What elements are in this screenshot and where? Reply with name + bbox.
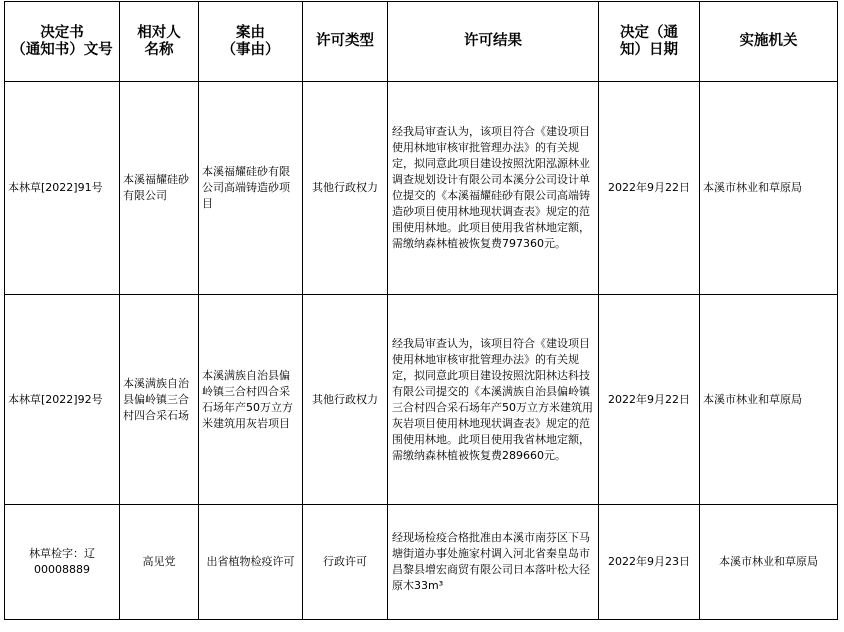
header-authority: 实施机关	[700, 2, 838, 82]
cause-cell: 出省植物检疫许可	[199, 505, 303, 620]
authority-cell: 本溪市林业和草原局	[700, 505, 838, 620]
date-cell: 2022年9月22日	[599, 82, 700, 295]
doc-no-cell: 本林草[2022]92号	[5, 295, 120, 505]
header-result: 许可结果	[388, 2, 599, 82]
type-cell: 行政许可	[303, 505, 388, 620]
table-row	[5, 82, 838, 295]
header-cause: 案由 （事由）	[199, 2, 303, 82]
result-cell: 经我局审查认为，该项目符合《建设项目使用林地审核审批管理办法》的有关规定，拟同意此项目建设按照沈阳林达科技有限公司提交的《本溪满族自治县偏岭镇三合村四合采石场年产50万立方米建筑用灰岩项目使用林地现状调查表》规定的范围使用林地。此项目使用我省林地定额，需缴纳森林植被恢复费289660元。	[388, 295, 599, 505]
result-cell: 经我局审查认为，该项目符合《建设项目使用林地审核审批管理办法》的有关规定，拟同意此项目建设按照沈阳泓源林业调查规划设计有限公司本溪分公司设计单位提交的《本溪福耀硅砂有限公司高端铸造砂项目使用林地现状调查表》规定的范围使用林地。此项目使用我省林地定额，需缴纳森林植被恢复费797360元。	[388, 82, 599, 295]
authority-cell: 本溪市林业和草原局	[700, 295, 838, 505]
party-cell: 本溪满族自治县偏岭镇三合村四合采石场	[120, 295, 199, 505]
type-cell: 其他行政权力	[303, 82, 388, 295]
party-cell: 高见党	[120, 505, 199, 620]
header-doc-no: 决定书 （通知书）文号	[5, 2, 120, 82]
permit-table	[4, 1, 838, 620]
header-party: 相对人 名称	[120, 2, 199, 82]
header-date: 决定（通 知）日期	[599, 2, 700, 82]
type-cell: 其他行政权力	[303, 295, 388, 505]
date-cell: 2022年9月23日	[599, 505, 700, 620]
cause-cell: 本溪满族自治县偏岭镇三合村四合采石场年产50万立方米建筑用灰岩项目	[199, 295, 303, 505]
header-row	[5, 2, 838, 82]
cause-cell: 本溪福耀硅砂有限公司高端铸造砂项目	[199, 82, 303, 295]
date-cell: 2022年9月22日	[599, 295, 700, 505]
table-row	[5, 295, 838, 505]
result-cell: 经现场检疫合格批准由本溪市南芬区下马塘街道办事处施家村调入河北省秦皇岛市昌黎县增宏商贸有限公司日本落叶松大径原木33m³	[388, 505, 599, 620]
party-cell: 本溪福耀硅砂有限公司	[120, 82, 199, 295]
doc-no-cell: 本林草[2022]91号	[5, 82, 120, 295]
doc-no-cell: 林草检字：辽00008889	[5, 505, 120, 620]
header-type: 许可类型	[303, 2, 388, 82]
table-row	[5, 505, 838, 620]
authority-cell: 本溪市林业和草原局	[700, 82, 838, 295]
